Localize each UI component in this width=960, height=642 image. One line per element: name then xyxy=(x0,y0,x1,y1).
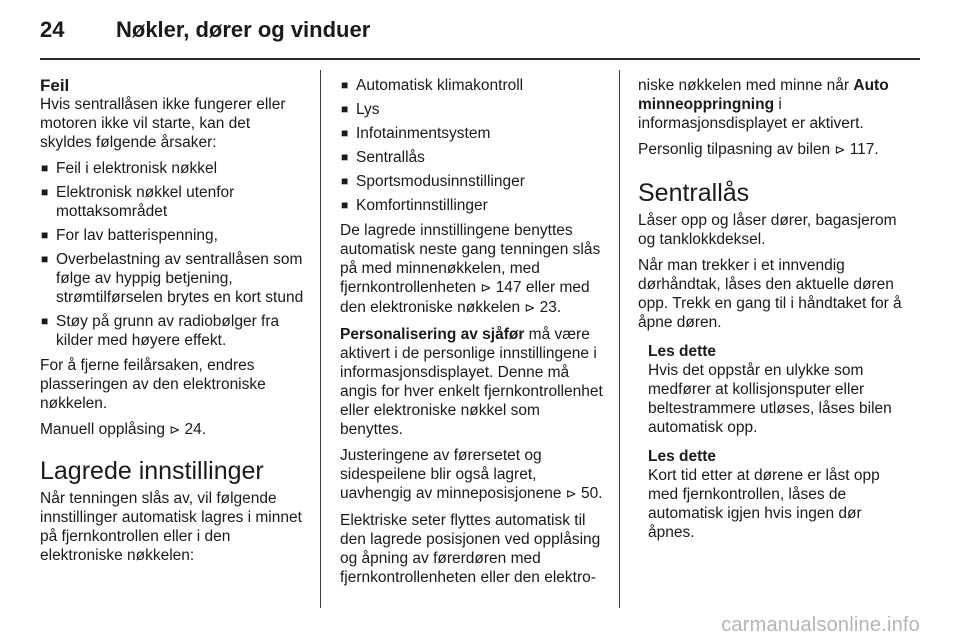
list-item: ■ Komfortinnstillinger xyxy=(341,197,488,214)
header-rule xyxy=(40,58,920,60)
column-2 xyxy=(340,76,606,594)
column-divider xyxy=(320,70,321,608)
sentrallas-text-2: Når man trekker i et innvendig dørhåndtak, låses den aktuelle døren opp. Trekk en gang til i håndtaket for å åpne døren. xyxy=(638,257,902,331)
sentrallas-heading: Sentrallås xyxy=(638,179,750,207)
list-item: ■ Støy på grunn av radiobølger fra kilder med høyere effekt. xyxy=(41,313,280,349)
note-text: Kort tid etter at dørene er låst opp med fjernkontrollen, låses de automatisk igjen hvis ingen dør åpnes. xyxy=(648,467,880,541)
sentrallas-text-1: Låser opp og låser dører, bagasjerom og tanklokkdeksel. xyxy=(638,212,897,248)
list-item: ■ Sportsmodusinnstillinger xyxy=(341,173,525,190)
column-divider xyxy=(619,70,620,608)
list-item: ■ Overbelastning av sentrallåsen som følge av hyppig betjening, strømtilførselen brytes en kort stund xyxy=(41,251,304,306)
causes-list xyxy=(40,159,306,350)
list-item: ■ Sentrallås xyxy=(341,149,425,166)
manual-unlock-ref[interactable]: Manuell opplåsing ⊳ 24. xyxy=(40,421,207,438)
feil-heading: Feil xyxy=(40,76,70,95)
list-item: ■ Elektronisk nøkkel utenfor mottaksområdet xyxy=(41,184,235,220)
list-item: ■ Feil i elektronisk nøkkel xyxy=(41,160,218,177)
column-3 xyxy=(638,76,906,542)
reference-arrow-icon: ⊳ xyxy=(834,143,846,158)
driver-personalization-text: Personalisering av sjåfør må være aktivert i de personlige innstillingene i informasjonsdisplayet. Denne må angis for hver enkelt fjernkontrollenhet eller elektroniske nøkkel som benyttes. xyxy=(340,326,603,438)
stored-settings-text: De lagrede innstillingene benyttes automatisk neste gang tenningen slås på med minnenøkkelen, med fjernkontrollenheten ⊳ 147 eller med den elektroniske nøkkelen ⊳ 23. xyxy=(340,222,601,316)
note-text: Hvis det oppstår en ulykke som medfører at kollisjonsputer eller beltestrammere utløses, låses bilen automatisk opp. xyxy=(648,362,892,436)
reference-arrow-icon: ⊳ xyxy=(169,423,181,438)
watermark: carmanualsonline.info xyxy=(721,614,920,636)
reference-arrow-icon: ⊳ xyxy=(524,301,536,316)
list-item: ■ Lys xyxy=(341,101,380,118)
lagrede-intro: Når tenningen slås av, vil følgende innstillinger automatisk lagres i minnet på fjernkontrollen eller i den elektroniske nøkkelen: xyxy=(40,490,302,564)
lagrede-heading: Lagrede innstillinger xyxy=(40,457,264,485)
list-item: ■ Automatisk klimakontroll xyxy=(341,77,524,94)
personalization-ref: Personlig tilpasning av bilen ⊳ 117. xyxy=(638,141,879,158)
page-title: Nøkler, dører og vinduer xyxy=(116,17,371,42)
column-1 xyxy=(40,76,306,572)
note-label: Les dette xyxy=(648,343,717,360)
settings-list xyxy=(340,76,606,215)
auto-memory-text: niske nøkkelen med minne når Auto minneoppringning i informasjonsdisplayet er aktivert. xyxy=(638,77,889,132)
reference-arrow-icon: ⊳ xyxy=(480,281,492,296)
note-box xyxy=(648,342,906,437)
fix-text: For å fjerne feilårsaken, endres plasseringen av den elektroniske nøkkelen. xyxy=(40,357,266,412)
reference-arrow-icon: ⊳ xyxy=(565,487,577,502)
seats-text: Elektriske seter flyttes automatisk til den lagrede posisjonen ved opplåsing og åpning av førerdøren med fjernkontrollenheten eller den elektro- xyxy=(340,512,601,586)
list-item: ■ For lav batterispenning, xyxy=(41,227,218,244)
list-item: ■ Infotainmentsystem xyxy=(341,125,491,142)
feil-intro: Hvis sentrallåsen ikke fungerer eller motoren ikke vil starte, kan det skyldes følgende årsaker: xyxy=(40,96,286,151)
note-box xyxy=(648,447,906,542)
page-header xyxy=(40,17,370,47)
note-label: Les dette xyxy=(648,448,717,465)
mirror-adjust-text: Justeringene av førersetet og sidespeilene blir også lagret, uavhengig av minneposisjonene ⊳ 50. xyxy=(340,447,603,502)
page-number: 24 xyxy=(40,17,65,42)
